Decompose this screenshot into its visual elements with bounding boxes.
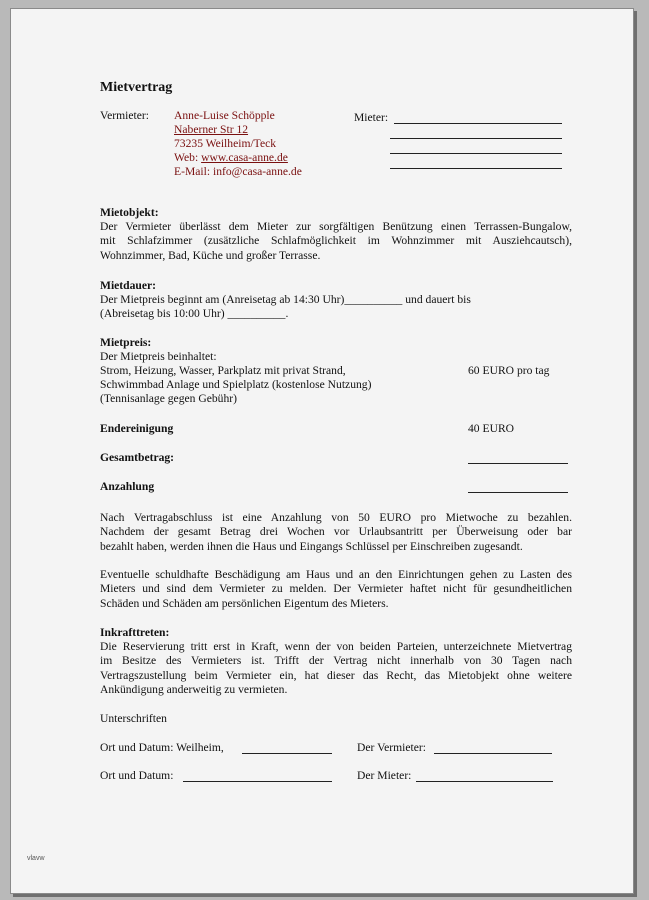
mieter-line-3 — [390, 153, 562, 154]
vermieter-signature-label: Der Vermieter: — [357, 741, 426, 754]
endreinigung-value: 40 EURO — [468, 422, 515, 435]
mietdauer-heading: Mietdauer: — [100, 279, 157, 292]
web-label: Web: — [174, 151, 199, 164]
web-link[interactable]: www.casa-anne.de — [201, 151, 288, 164]
email-link[interactable]: info@casa-anne.de — [212, 165, 302, 178]
unterschriften-heading: Unterschriften — [100, 712, 167, 725]
mietobjekt-heading: Mietobjekt: — [100, 206, 159, 219]
inkrafttreten-text — [100, 640, 572, 698]
mieter-signature-line — [416, 781, 553, 782]
mietpreis-line-2: Schwimmbad Anlage und Spielplatz (kostenlose Nutzung) — [100, 378, 372, 391]
mietpreis-price: 60 EURO pro tag — [468, 364, 550, 377]
schaden-line-1: Eventuelle schuldhafte Beschädigung am Haus und an den Einrichtungen gehen zu Lasten des — [100, 568, 572, 581]
inkrafttreten-line-2: im Besitze des Vermieters ist. Trifft der Vertrag nicht innerhalb von 30 Tagen nach — [100, 654, 572, 668]
mietpreis-intro: Der Mietpreis beinhaltet: — [100, 350, 217, 363]
mietobjekt-text — [100, 220, 572, 263]
vermieter-label: Vermieter: — [100, 109, 149, 122]
ort-datum-2-label: Ort und Datum: — [100, 769, 174, 782]
document-title: Mietvertrag — [100, 80, 173, 95]
ort-datum-2-line — [183, 781, 332, 782]
vermieter-name: Anne-Luise Schöpple — [174, 109, 275, 122]
ort-datum-1-label: Ort und Datum: Weilheim, — [100, 741, 224, 754]
vermieter-city: 73235 Weilheim/Teck — [174, 137, 277, 150]
anzahlung-label: Anzahlung — [100, 480, 155, 493]
mietdauer-line-2: (Abreisetag bis 10:00 Uhr) __________. — [100, 307, 289, 320]
schaden-line-3: Schäden und Schäden am persönlichen Eigentum des Mieters. — [100, 596, 389, 610]
anzahlung-text — [100, 511, 572, 554]
vermieter-web — [174, 151, 288, 165]
vermieter-signature-line — [434, 753, 552, 754]
mieter-signature-label: Der Mieter: — [357, 769, 412, 782]
document-page — [10, 8, 634, 894]
endreinigung-label: Endereinigung — [100, 422, 174, 435]
ort-datum-1-line — [242, 753, 332, 754]
gesamtbetrag-line — [468, 463, 568, 464]
vermieter-email — [174, 165, 302, 179]
mietpreis-line-3: (Tennisanlage gegen Gebühr) — [100, 392, 237, 405]
email-label: E-Mail: — [174, 165, 211, 178]
mietdauer-line-1: Der Mietpreis beginnt am (Anreisetag ab 14:30 Uhr)__________ und dauert bis — [100, 293, 471, 306]
inkrafttreten-line-4: Ankündigung anderweitig zu vermieten. — [100, 683, 288, 697]
gesamtbetrag-label: Gesamtbetrag: — [100, 451, 175, 464]
mieter-line-4 — [390, 168, 562, 169]
mietobjekt-line-3: Wohnzimmer, Bad, Küche und großer Terrasse. — [100, 248, 321, 262]
inkrafttreten-line-1: Die Reservierung tritt erst in Kraft, wenn der von beiden Parteien, unterzeichnete Mietvertrag — [100, 640, 572, 653]
footer-mark: vlavw — [27, 855, 45, 862]
anzahlung-line-3: bezahlt haben, werden ihnen die Haus und Eingangs Schlüssel per Einschreiben zugesandt. — [100, 539, 523, 553]
mietpreis-line-1: Strom, Heizung, Wasser, Parkplatz mit privat Strand, — [100, 364, 346, 377]
mieter-line-1 — [394, 123, 562, 124]
anzahlung-line-2: Nachdem der gesamt Betrag drei Wochen vor Urlaubsantritt per Überweisung oder bar — [100, 525, 572, 539]
anzahlung-line — [468, 492, 568, 493]
mietpreis-heading: Mietpreis: — [100, 336, 152, 349]
schaden-line-2: Mieters und sind dem Vermieter zu melden. Der Vermieter haftet nicht für gesundheitlichen — [100, 582, 572, 596]
mietobjekt-line-2: mit Schlafzimmer (zusätzliche Schlafmöglichkeit im Wohnzimmer mit Ausziehcautsch), — [100, 234, 572, 248]
inkrafttreten-line-3: Vertragszustellung beim Vermieter ein, hat dieser das Recht, das Mietobjekt ohne weitere — [100, 668, 572, 682]
inkrafttreten-heading: Inkrafttreten: — [100, 626, 170, 639]
mietobjekt-line-1: Der Vermieter überlässt dem Mieter zur sorgfältigen Benützung einen Terrassen-Bungalow, — [100, 220, 572, 233]
mieter-line-2 — [390, 138, 562, 139]
schaden-text — [100, 568, 572, 611]
mieter-label: Mieter: — [354, 111, 389, 124]
vermieter-street: Naberner Str 12 — [174, 123, 249, 136]
anzahlung-line-1: Nach Vertragabschluss ist eine Anzahlung von 50 EURO pro Mietwoche zu bezahlen. — [100, 511, 572, 524]
